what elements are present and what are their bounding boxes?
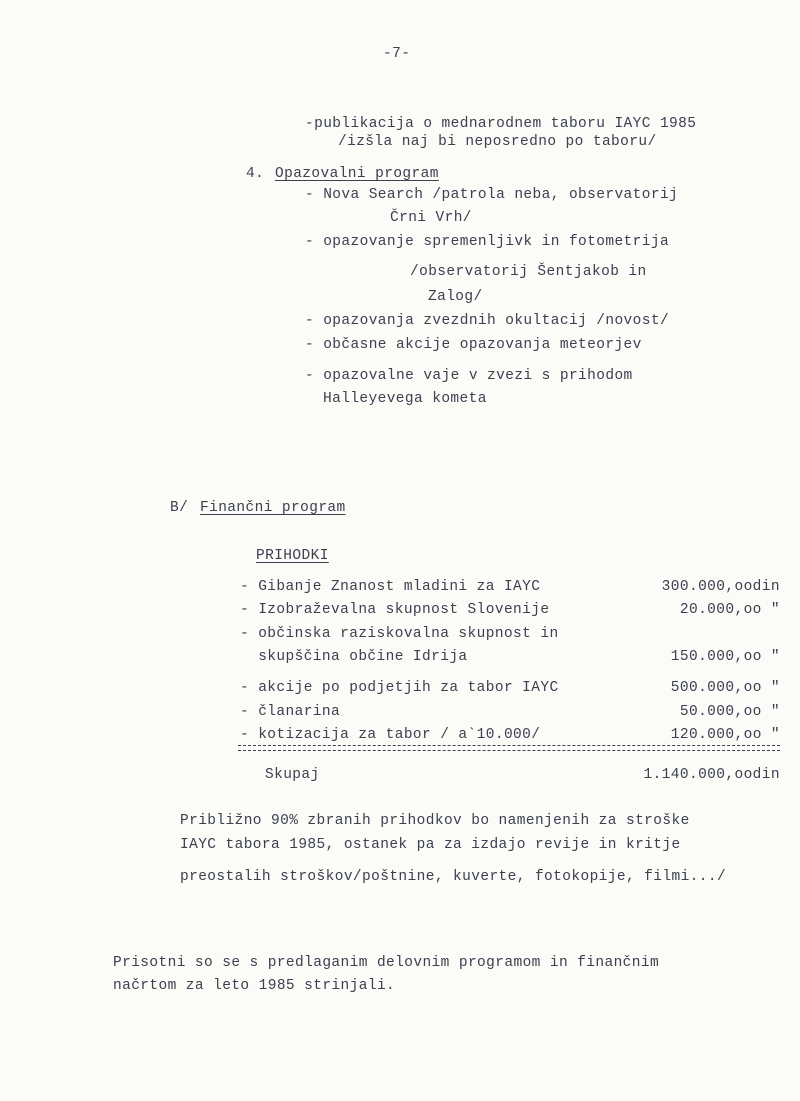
top-item-line2: /izšla naj bi neposredno po taboru/ — [338, 134, 657, 150]
income-row-4-label: skupščina občine Idrija — [240, 649, 468, 665]
obs-item-5-line1: - opazovalne vaje v zvezi s prihodom — [305, 368, 633, 384]
sectionB-heading: Finančni program — [200, 500, 346, 516]
income-row-3-label: - občinska raziskovalna skupnost in — [240, 626, 559, 642]
section4-number: 4. — [246, 166, 265, 182]
paragraph-line3: preostalih stroškov/poštnine, kuverte, fotokopije, filmi.../ — [180, 869, 727, 885]
obs-item-3-line1: - opazovanja zvezdnih okultacij /novost/ — [305, 313, 670, 329]
obs-item-1-line2: Črni Vrh/ — [390, 210, 472, 226]
income-row-1-label: - Gibanje Znanost mladini za IAYC — [240, 579, 541, 595]
closing-line1: Prisotni so se s predlaganim delovnim programom in finančnim — [113, 955, 660, 971]
income-row-2-label: - Izobraževalna skupnost Slovenije — [240, 602, 550, 618]
obs-item-2-line1: - opazovanje spremenljivk in fotometrija — [305, 234, 670, 250]
total-divider — [238, 745, 780, 746]
income-row-4-value: 150.000,oo " — [670, 649, 780, 665]
income-row-6-value: 50.000,oo " — [679, 704, 780, 720]
total-value: 1.140.000,oodin — [643, 767, 780, 783]
obs-item-2-line2: /observatorij Šentjakob in — [410, 264, 647, 280]
total-label: Skupaj — [265, 767, 320, 783]
income-row-1-value: 300.000,oodin — [661, 579, 780, 595]
income-heading: PRIHODKI — [256, 548, 329, 564]
paragraph-line2: IAYC tabora 1985, ostanek pa za izdajo revije in kritje — [180, 837, 681, 853]
closing-line2: načrtom za leto 1985 strinjali. — [113, 978, 396, 994]
section4-heading: Opazovalni program — [275, 166, 439, 182]
paragraph-line1: Približno 90% zbranih prihodkov bo namenjenih za stroške — [180, 813, 690, 829]
obs-item-5-line2: Halleyevega kometa — [323, 391, 487, 407]
page-number: -7- — [383, 46, 411, 62]
obs-item-1-line1: - Nova Search /patrola neba, observatorij — [305, 187, 679, 203]
income-row-7-value: 120.000,oo " — [670, 727, 780, 743]
top-item-line1: -publikacija o mednarodnem taboru IAYC 1985 — [305, 116, 697, 132]
income-row-2-value: 20.000,oo " — [679, 602, 780, 618]
obs-item-2-line3: Zalog/ — [428, 289, 483, 305]
income-row-5-value: 500.000,oo " — [670, 680, 780, 696]
sectionB-label: B/ — [170, 500, 189, 516]
obs-item-4-line1: - občasne akcije opazovanja meteorjev — [305, 337, 642, 353]
total-divider-second — [238, 750, 780, 751]
income-row-5-label: - akcije po podjetjih za tabor IAYC — [240, 680, 559, 696]
income-row-7-label: - kotizacija za tabor / a`10.000/ — [240, 727, 541, 743]
income-row-6-label: - članarina — [240, 704, 341, 720]
